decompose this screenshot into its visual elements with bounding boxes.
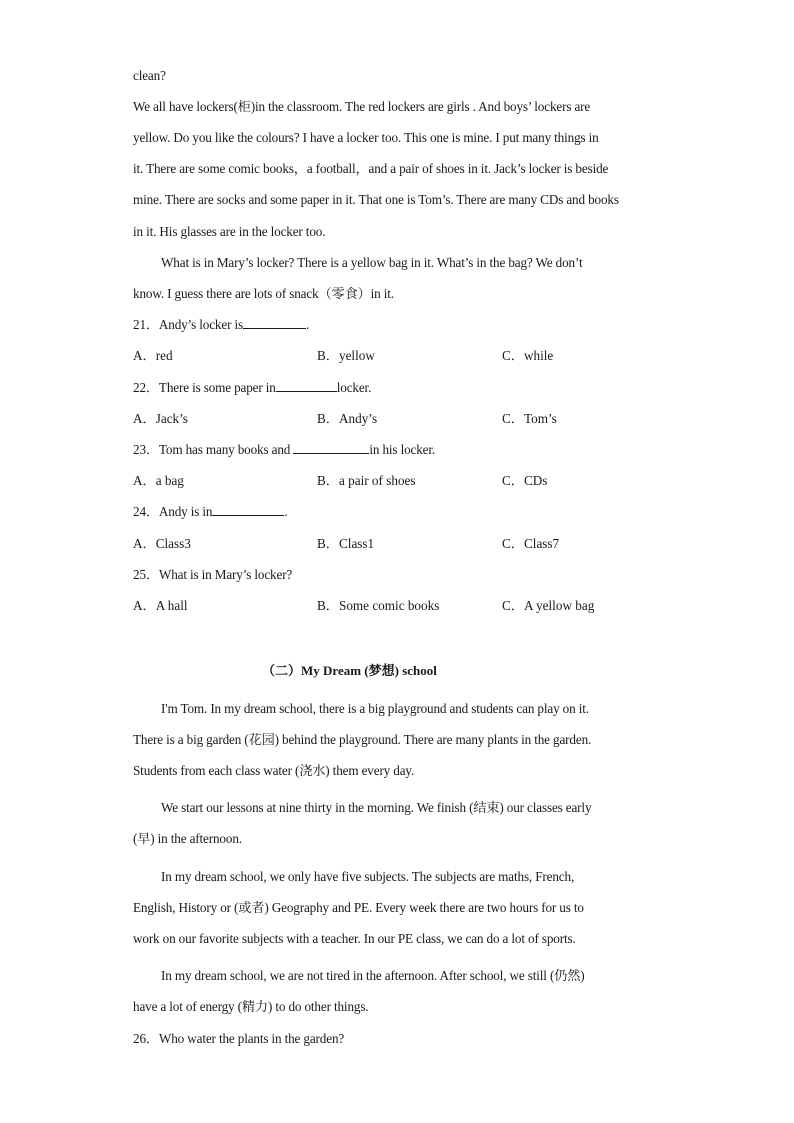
passage-line: We start our lessons at nine thirty in the morning. We finish (结束) our classes early [161,800,592,815]
passage-line: work on our favorite subjects with a teacher. In our PE class, we can do a lot of sports. [133,931,576,946]
passage-line: it. There are some comic books，a football，and a pair of shoes in it. Jack’s locker is beside [133,161,609,176]
option-a: A．A hall [133,598,188,613]
question-stem-end: locker. [336,380,372,395]
option-c: C．CDs [502,473,548,488]
section-title: （二）My Dream (梦想) school [262,663,437,678]
passage-line: There is a big garden (花园) behind the playground. There are many plants in the garden. [133,732,592,747]
question-stem-end: . [305,317,310,332]
option-b: B．Class1 [317,536,375,551]
passage-line: Students from each class water (浇水) them every day. [133,763,415,778]
passage-line: in it. His glasses are in the locker too. [133,224,326,239]
question-stem: 23．Tom has many books and [133,442,294,457]
question-stem: 21．Andy’s locker is [133,317,243,332]
option-a: A．Class3 [133,536,191,551]
question-21 [133,317,309,333]
passage-line: In my dream school, we only have five subjects. The subjects are maths, French, [161,869,575,884]
question-26: 26．Who water the plants in the garden? [133,1031,345,1046]
option-a: A．red [133,348,173,363]
answer-blank [276,380,337,392]
question-stem: 22．There is some paper in [133,380,276,395]
option-c: C．while [502,348,554,363]
answer-blank [243,317,306,329]
option-a: A．a bag [133,473,184,488]
option-c: C．Class7 [502,536,560,551]
question-stem: 24．Andy is in [133,504,213,519]
answer-blank [293,442,369,454]
passage-line: I'm Tom. In my dream school, there is a big playground and students can play on it. [161,701,589,716]
answer-blank [212,504,284,516]
option-b: B．a pair of shoes [317,473,416,488]
passage-line: What is in Mary’s locker? There is a yellow bag in it. What’s in the bag? We don’t [161,255,583,270]
passage-line: know. I guess there are lots of snack（零食）in it. [133,286,394,301]
question-stem-end: in his locker. [369,442,436,457]
passage-line: (早) in the afternoon. [133,831,242,846]
passage-line: English, History or (或者) Geography and PE. Every week there are two hours for us to [133,900,584,915]
question-25 [133,567,292,583]
passage-line: have a lot of energy (精力) to do other things. [133,999,369,1014]
passage-line: In my dream school, we are not tired in the afternoon. After school, we still (仍然) [161,968,585,983]
option-c: C．Tom’s [502,411,557,426]
passage-line: clean? [133,68,166,83]
question-24 [133,504,288,520]
option-b: B．yellow [317,348,375,363]
option-c: C．A yellow bag [502,598,595,613]
passage-line: We all have lockers(柜)in the classroom. The red lockers are girls . And boys’ lockers are [133,99,591,114]
passage-line: yellow. Do you like the colours? I have a locker too. This one is mine. I put many things in [133,130,599,145]
question-23 [133,442,435,458]
question-22 [133,380,371,396]
option-b: B．Some comic books [317,598,440,613]
question-stem: 25．What is in Mary’s locker? [133,567,293,582]
question-stem-end: . [284,504,288,519]
option-b: B．Andy’s [317,411,378,426]
passage-line: mine. There are socks and some paper in it. That one is Tom’s. There are many CDs and books [133,192,619,207]
option-a: A．Jack’s [133,411,188,426]
